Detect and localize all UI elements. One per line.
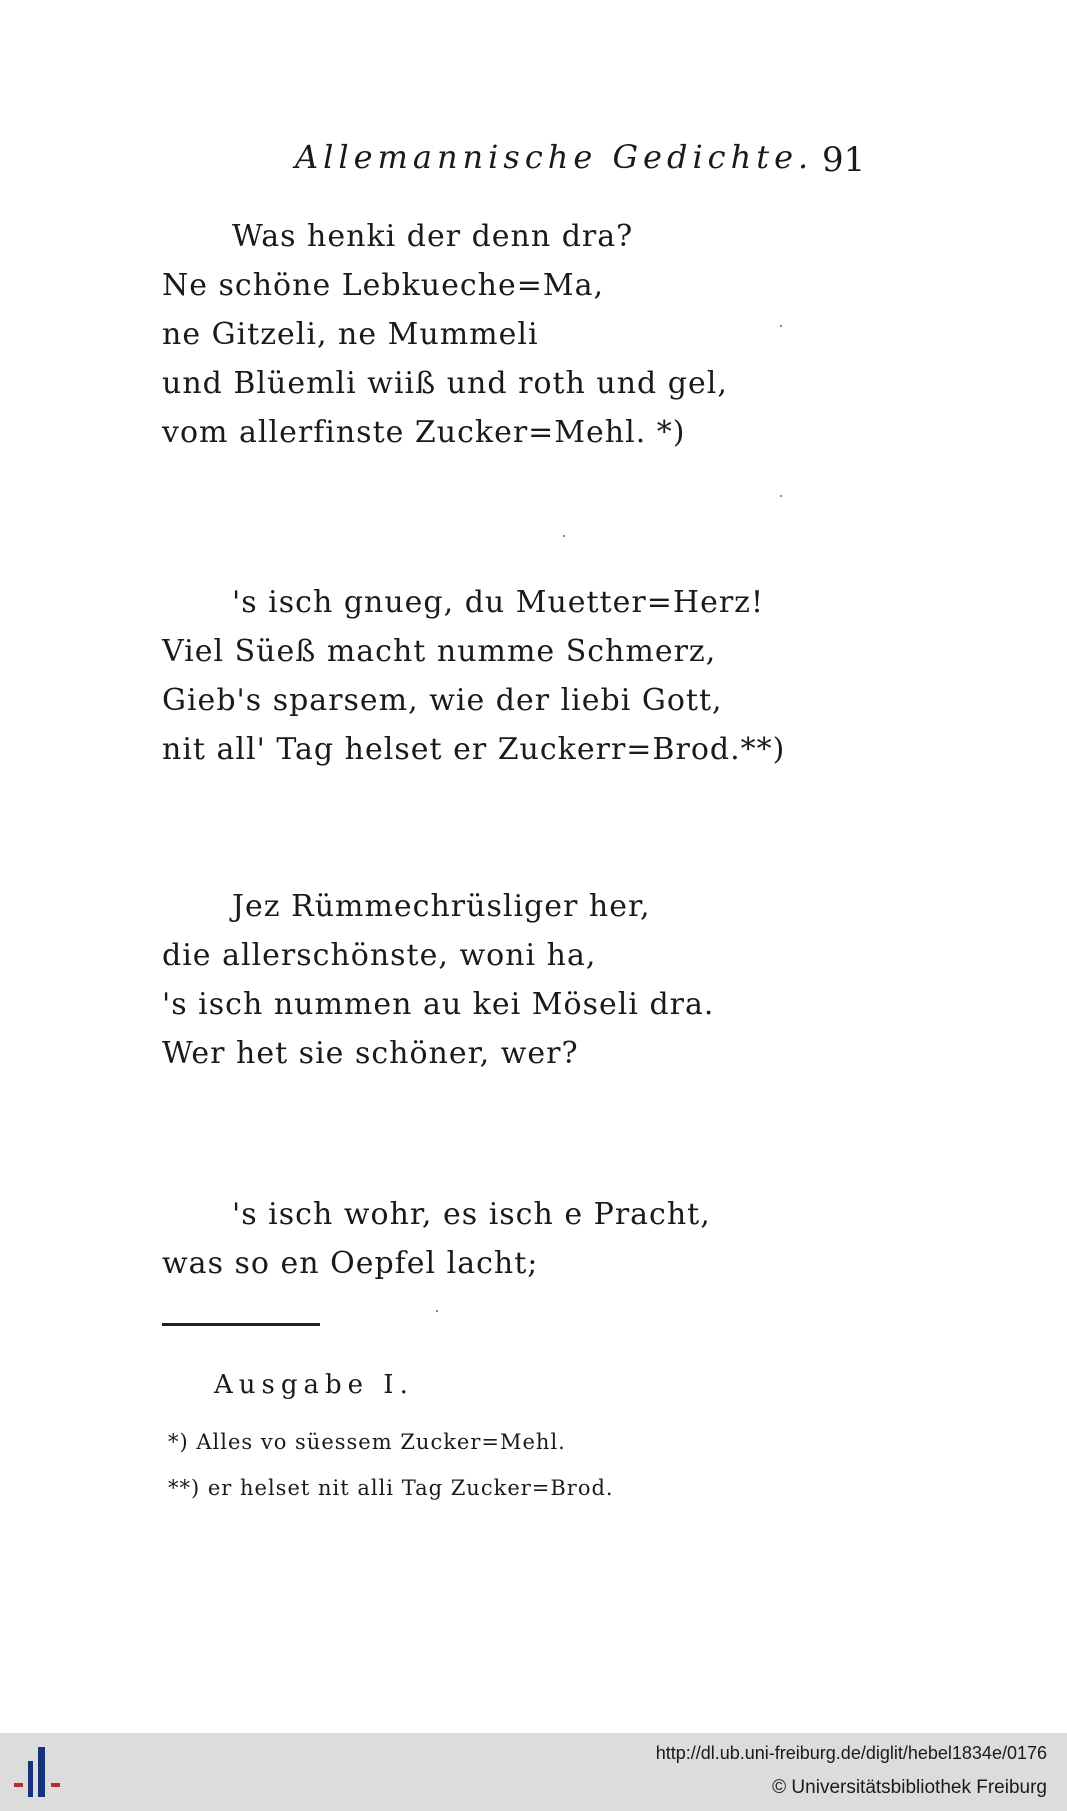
source-url[interactable]: http://dl.ub.uni-freiburg.de/diglit/hebel1834e/0176 (655, 1743, 1047, 1763)
verse-line: die allerschönste, woni ha, (162, 938, 597, 973)
verse-line: was so en Oepfel lacht; (162, 1246, 539, 1281)
verse-line: Viel Süeß macht numme Schmerz, (162, 634, 717, 669)
footnote: **) er helset nit alli Tag Zucker=Brod. (168, 1476, 614, 1500)
verse-line: 's isch nummen au kei Möseli dra. (162, 987, 715, 1022)
verse-line: vom allerfinste Zucker=Mehl. *) (162, 415, 686, 450)
page-number: 91 (822, 140, 866, 180)
verse-line: und Blüemli wiiß und roth und gel, (162, 366, 728, 401)
paper-speck (563, 535, 565, 537)
footnote-divider (162, 1323, 320, 1326)
stanza-3 (162, 882, 714, 1078)
verse-line: 's isch gnueg, du Muetter=Herz! (232, 585, 765, 620)
stanza-2 (162, 578, 785, 774)
verse-line: 's isch wohr, es isch e Pracht, (232, 1197, 711, 1232)
running-title: Allemannische Gedichte. (295, 138, 814, 176)
verse-line: ne Gitzeli, ne Mummeli (162, 317, 539, 352)
library-logo-icon (12, 1747, 68, 1797)
verse-line: Was henki der denn dra? (232, 219, 634, 254)
paper-speck (780, 325, 782, 327)
verse-line: nit all' Tag helset er Zuckerr=Brod.**) (162, 732, 786, 767)
verse-line: Wer het sie schöner, wer? (162, 1036, 579, 1071)
edition-label: Ausgabe I. (214, 1370, 414, 1400)
verse-line: Jez Rümmechrüsliger her, (232, 889, 651, 924)
verse-line: Gieb's sparsem, wie der liebi Gott, (162, 683, 723, 718)
paper-speck (436, 1310, 438, 1312)
copyright-notice: © Universitätsbibliothek Freiburg (772, 1777, 1047, 1798)
footnote: *) Alles vo süessem Zucker=Mehl. (168, 1430, 566, 1454)
paper-speck (780, 495, 782, 497)
footer-bar (0, 1733, 1067, 1811)
verse-line: Ne schöne Lebkueche=Ma, (162, 268, 605, 303)
stanza-1 (162, 212, 728, 457)
stanza-4 (162, 1190, 711, 1288)
